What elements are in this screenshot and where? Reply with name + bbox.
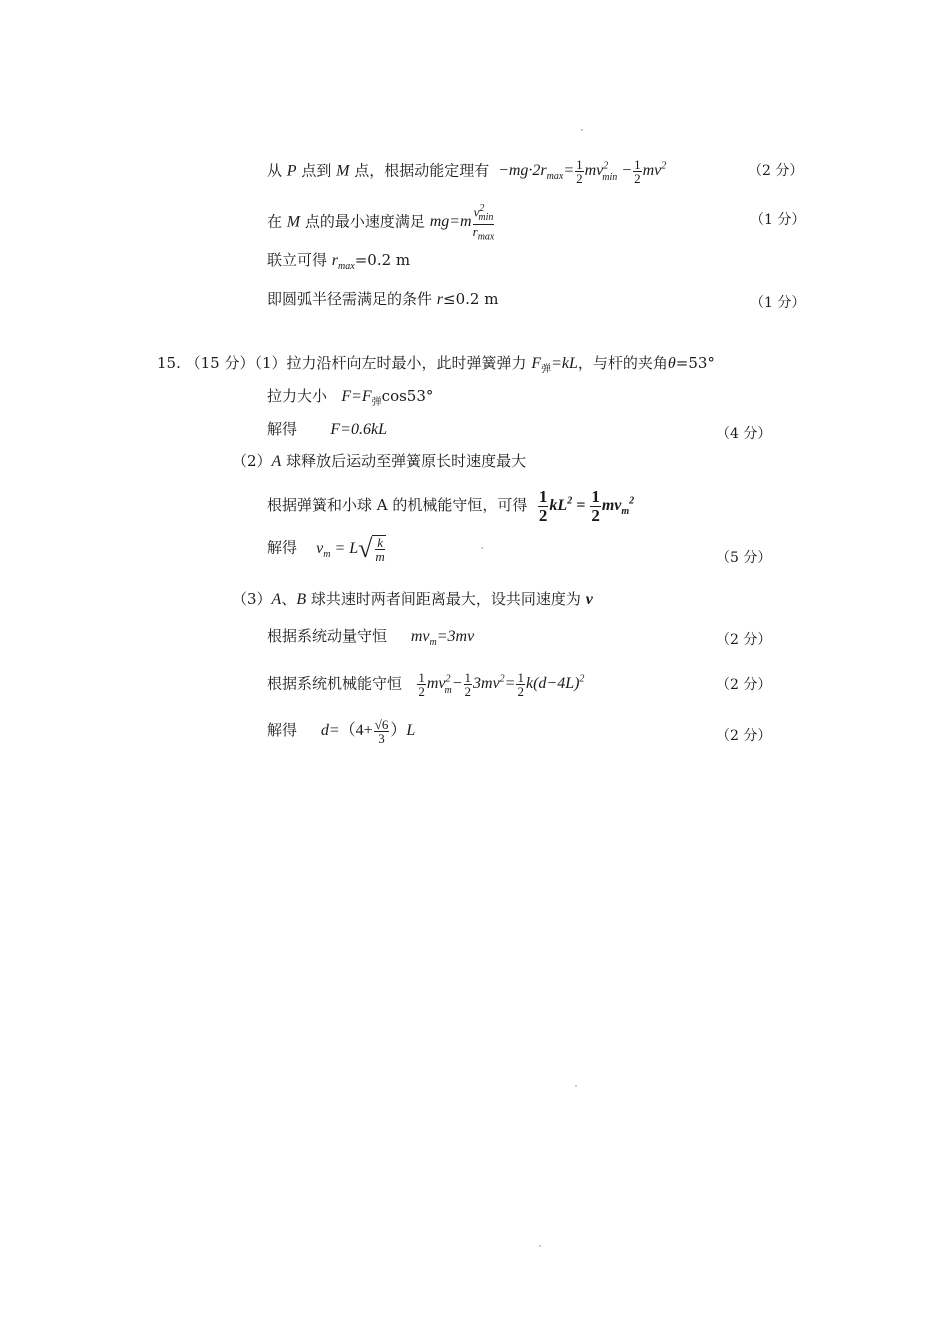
- distance-equation: d=（4+ $\frac{√6}{3}$ ）L: [320, 717, 416, 746]
- scan-speck: [481, 547, 483, 549]
- scan-speck: [575, 1085, 577, 1087]
- scan-speck: [581, 129, 583, 131]
- score-label: （5 分）: [716, 550, 772, 566]
- text: =0.2 m: [354, 251, 411, 269]
- text: ，与杆的夹角: [577, 354, 668, 372]
- score-label: （2 分）: [748, 163, 804, 179]
- text: 15. （15 分）（1）拉力沿杆向左时最小，此时弹簧弹力: [157, 354, 527, 372]
- pull-force-line: 拉力大小 $F=F_弹\cos 53^\circ$: [267, 387, 434, 408]
- text: 根据系统机械能守恒: [267, 674, 403, 693]
- text: 球释放后运动至弹簧原长时速度最大: [286, 452, 527, 470]
- min-speed-equation: mg=m $\frac{v^2_{min}}{r_{max}}$: [429, 203, 495, 243]
- part-2-header: （2）A 球释放后运动至弹簧原长时速度最大: [232, 452, 527, 470]
- text: 点到: [301, 161, 332, 180]
- score-label: （4 分）: [716, 426, 772, 442]
- system-energy-line: [267, 669, 584, 702]
- score-label: （2 分）: [716, 728, 772, 744]
- score-label: （2 分）: [716, 677, 772, 693]
- text: 球共速时两者间距离最大，设共同速度为: [310, 590, 581, 608]
- text: （2）: [232, 452, 272, 470]
- text: 解得: [267, 538, 298, 557]
- solve-force-line: [267, 418, 387, 441]
- text: 拉力大小: [267, 387, 328, 405]
- text: 即圆弧半径需满足的条件: [267, 290, 433, 308]
- energy-equation: $-mg\cdot 2r_{max}=$ $\frac{1}{2}$ $mv^2_{min}$ − $\frac{1}{2}$ $mv^2$: [494, 157, 667, 187]
- spring-energy-line: [267, 488, 634, 525]
- text: 解得: [267, 721, 298, 740]
- text: cos53°: [381, 387, 434, 405]
- text: 解得: [267, 420, 298, 438]
- spring-energy-equation: $\frac{1}{2}$ $kL^2$ = $\frac{1}{2}$ $mv_m^2$: [538, 487, 635, 525]
- text: ≤0.2 m: [443, 290, 499, 308]
- combined-result-line: 联立可得 $r_{max}=0.2$ m: [267, 251, 411, 273]
- score-label: （1 分）: [750, 295, 806, 311]
- energy-theorem-line: 从 P 点到 M 点，根据动能定理有 $-mg\cdot 2r_{max}=$ $\frac{1}{2}$ $mv^2_{min}$ − $\frac{1}{2}$ $mv^2$: [267, 157, 667, 187]
- score-label: （2 分）: [716, 632, 772, 648]
- distance-result-line: [267, 718, 415, 745]
- max-speed-equation: $v_m = L√$ $\frac{k}{m}$: [316, 534, 385, 564]
- text: 点，根据动能定理有: [354, 161, 490, 180]
- text: 从: [267, 161, 283, 180]
- system-energy-equation: $\frac{1}{2}$ $mv^2_m-$ $\frac{1}{2}$ $3mv^2=$ $\frac{1}{2}$ $k(d-4L)^2$: [418, 670, 585, 700]
- text: 根据弹簧和小球 A 的机械能守恒，可得: [267, 496, 528, 515]
- text: =53°: [675, 354, 715, 372]
- text: 联立可得: [267, 251, 328, 269]
- force-result: F=0.6kL: [330, 421, 387, 438]
- text: 点的最小速度满足: [304, 212, 425, 231]
- min-speed-line: 在 M 点的最小速度满足 mg=m $\frac{v^2_{min}}{r_{max}}$: [267, 203, 495, 243]
- score-label: （1 分）: [750, 212, 806, 228]
- text: （3）: [232, 590, 272, 608]
- question-15-header: 15. （15 分）（1）拉力沿杆向左时最小，此时弹簧弹力 $F_弹=kL$，与杆的夹角θ=53°: [157, 354, 715, 375]
- momentum-line: [267, 625, 474, 654]
- part-3-header: （3）A、B 球共速时两者间距离最大，设共同速度为 v: [232, 590, 593, 608]
- momentum-equation: $mv_m=3mv$: [410, 628, 475, 649]
- text: 根据系统动量守恒: [267, 627, 388, 645]
- scan-speck: [539, 1245, 541, 1247]
- max-speed-line: [267, 535, 386, 566]
- text: 在: [267, 212, 283, 231]
- condition-line: 即圆弧半径需满足的条件 r≤0.2 m: [267, 290, 499, 308]
